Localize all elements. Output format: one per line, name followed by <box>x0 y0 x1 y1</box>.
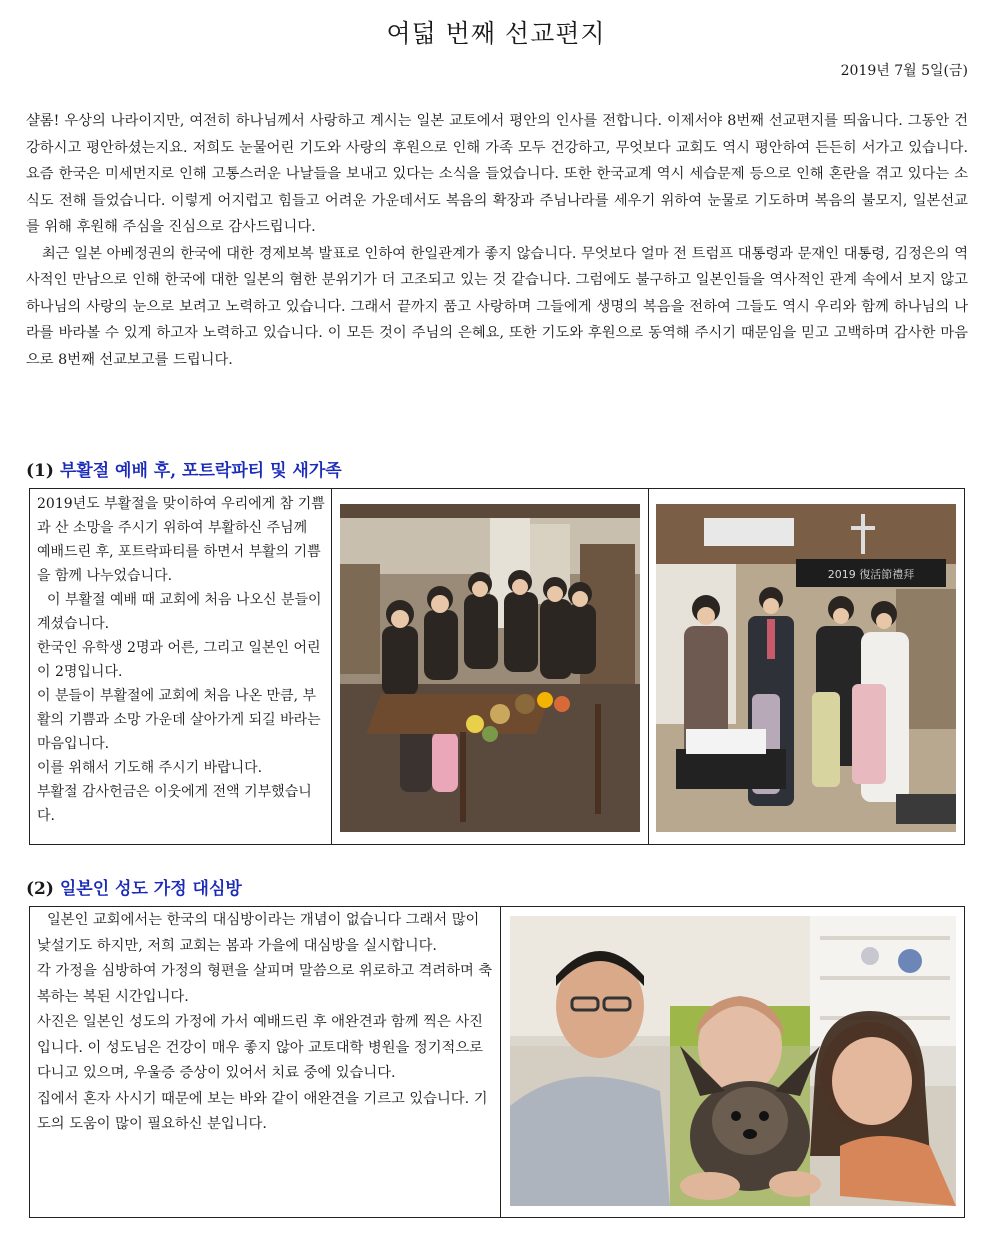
section-2-heading <box>26 874 242 899</box>
section-2-title: 일본인 성도 가정 대심방 <box>59 879 242 899</box>
section-2-text-2: 각 가정을 심방하여 가정의 형편을 살피며 말씀으로 위로하고 격려하며 축복하는 복된 시간입니다. <box>37 963 493 1005</box>
section-1-text-box <box>29 488 332 845</box>
section-1-text-5: 이를 위해서 기도해 주시기 바랍니다. <box>37 760 263 776</box>
section-2-body <box>30 907 500 1138</box>
section-1-text-3: 한국인 유학생 2명과 어른, 그리고 일본인 어린이 2명입니다. <box>37 640 321 680</box>
home-visit-photo <box>510 916 956 1206</box>
banner-text: 2019 復活節禮拜 <box>827 568 915 581</box>
potluck-party-photo <box>340 504 640 832</box>
section-1-text-4: 이 분들이 부활절에 교회에 처음 나온 만큼, 부활의 기쁨과 소망 가운데 살아가게 되길 바라는 마음입니다. <box>37 688 321 752</box>
section-2-text-3: 사진은 일본인 성도의 가정에 가서 예배드린 후 애완견과 함께 찍은 사진입니다. 이 성도님은 건강이 매우 좋지 않아 교토대학 병원을 정기적으로 다니고 있으며, 우울증 증상이 있어서 치료 중에 있습니다. <box>37 1014 483 1081</box>
section-1-number: (1) <box>26 461 54 481</box>
section-1-text-6: 부활절 감사헌금은 이웃에게 전액 기부했습니다. <box>37 784 312 824</box>
intro-paragraph-2: 최근 일본 아베정권의 한국에 대한 경제보복 발표로 인하여 한일관계가 좋지 않습니다. 무엇보다 얼마 전 트럼프 대통령과 문재인 대통령, 김정은의 역사적인 만남으로 인해 한국에 대한 일본의 혐한 분위기가 더 고조되고 있는 것 같습니다. 그럼에도 불구하고 일본인들을 역사적인 관계 속에서 보지 않고 하나님의 사랑의 눈으로 보려고 노력하고 있습니다. 그래서 끝까지 품고 사랑하며 그들에게 생명의 복음을 전하여 그들도 역시 우리와 함께 하나님의 나라를 바라볼 수 있게 하고자 노력하고 있습니다. 이 모든 것이 주님의 은혜요, 또한 기도와 후원으로 동역해 주시기 때문임을 믿고 고백하며 감사한 마음으로 8번째 선교보고를 드립니다. <box>26 245 968 368</box>
intro-paragraph-1: 샬롬! 우상의 나라이지만, 여전히 하나님께서 사랑하고 계시는 일본 교토에서 평안의 인사를 전합니다. 이제서야 8번째 선교편지를 띄웁니다. 그동안 건강하시고 평안하셨는지요. 저희도 눈물어린 기도와 사랑의 후원으로 인해 가족 모두 건강하고, 무엇보다 교회도 역시 평안하여 든든히 서가고 있습니다. 요즘 한국은 미세먼지로 인해 고통스러운 나날들을 보내고 있다는 소식을 들었습니다. 또한 한국교계 역시 세습문제 등으로 인해 혼란을 겪고 있다는 소식도 전해 들었습니다. 이렇게 어지럽고 힘들고 어려운 가운데서도 복음의 확장과 주님나라를 세우기 위하여 눈물로 기도하며 복음의 불모지, 일본선교를 위해 후원해 주심을 진심으로 감사드립니다. <box>26 113 968 235</box>
section-1-heading <box>26 456 342 481</box>
letter-date: 2019년 7월 5일(금) <box>840 63 968 79</box>
section-1-text-2: 이 부활절 예배 때 교회에 처음 나오신 분들이 계셨습니다. <box>37 592 322 632</box>
section-1-body <box>30 489 331 828</box>
section-2-text-4: 집에서 혼자 사시기 때문에 보는 바와 같이 애완견을 기르고 있습니다. 기도의 도움이 많이 필요하신 분입니다. <box>37 1090 488 1132</box>
section-1-title: 부활절 예배 후, 포트락파티 및 새가족 <box>59 461 342 481</box>
section-1-text-1: 2019년도 부활절을 맞이하여 우리에게 참 기쁨과 산 소망을 주시기 위하여 부활하신 주님께 예배드린 후, 포트락파티를 하면서 부활의 기쁨을 함께 나누었습니다. <box>37 496 325 584</box>
new-family-photo <box>656 504 956 832</box>
section-2-text-1: 일본인 교회에서는 한국의 대심방이라는 개념이 없습니다 그래서 많이 낯설기도 하지만, 저희 교회는 봄과 가을에 대심방을 실시합니다. <box>37 912 480 954</box>
letter-title: 여덟 번째 선교편지 <box>386 19 606 48</box>
section-2-text-box <box>29 906 501 1218</box>
intro-text <box>26 108 968 373</box>
section-2-number: (2) <box>26 879 54 899</box>
